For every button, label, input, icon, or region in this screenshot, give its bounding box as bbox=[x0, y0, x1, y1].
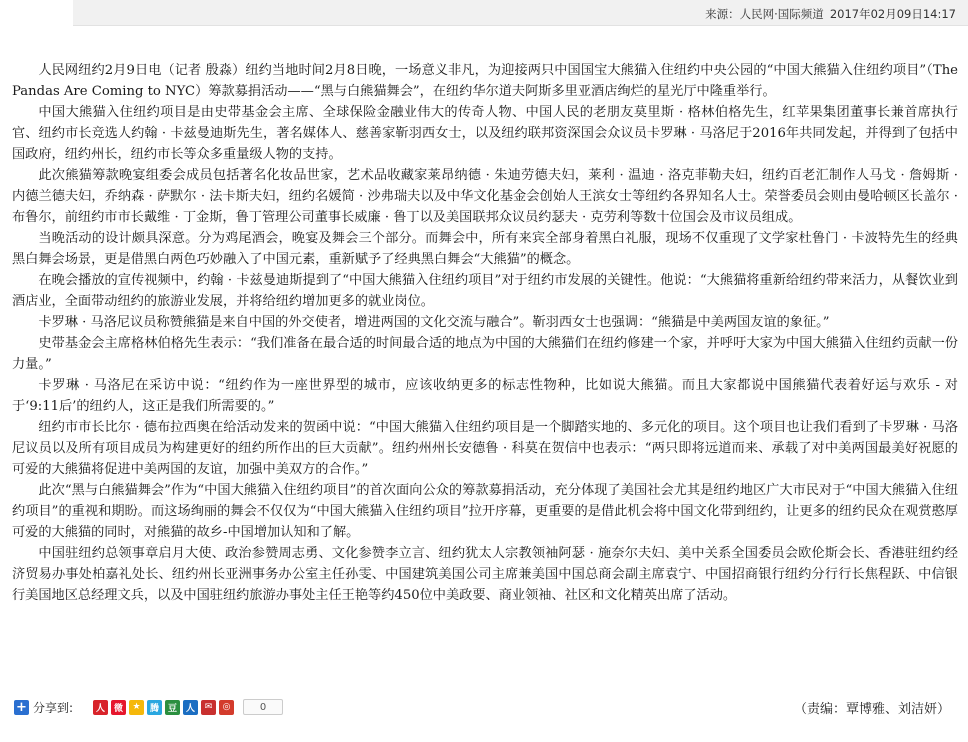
weibo-icon[interactable]: 微 bbox=[111, 700, 126, 715]
source-line bbox=[705, 6, 956, 22]
source-name[interactable]: 人民网·国际频道 bbox=[739, 7, 824, 21]
douban-icon[interactable]: 豆 bbox=[165, 700, 180, 715]
editor-credit: （责编：覃博雅、刘洁妍） bbox=[793, 702, 950, 717]
publish-datetime: 2017年02月09日14:17 bbox=[829, 7, 956, 21]
source-label: 来源： bbox=[705, 7, 740, 21]
share-bar bbox=[14, 697, 283, 717]
share-count: 0 bbox=[243, 699, 283, 715]
share-label: 分享到: bbox=[33, 700, 74, 715]
paragraph: 史带基金会主席格林伯格先生表示：“我们准备在最合适的时间最合适的地点为中国的大熊猫们在纽约修建一个家，并呼吁大家为中国大熊猫入住纽约贡献一份力量。” bbox=[12, 336, 958, 372]
paragraph: 人民网纽约2月9日电（记者 殷淼）纽约当地时间2月8日晚，一场意义非凡，为迎接两只中国国宝大熊猫入住纽约中央公园的“中国大熊猫入住纽约项目”（The Pandas Are Coming to NYC）筹款募捐活动——“黑与白熊猫舞会”，在纽约华尔道夫阿斯多里亚酒店绚烂的星光厅中隆重举行。 bbox=[12, 63, 958, 99]
people-icon[interactable]: 人 bbox=[183, 700, 198, 715]
paragraph: 此次熊猫筹款晚宴组委会成员包括著名化妆品世家，艺术品收藏家莱昂纳德 · 朱迪劳德夫妇，莱利 · 温迪 · 洛克菲勒夫妇，纽约百老汇制作人马戈 · 詹姆斯 · 内德兰德夫妇，乔纳森 · 萨默尔 · 法卡斯夫妇，纽约名媛简 · 沙弗瑞夫以及中华文化基金会创始人王滨女士等纽约各界知名人士。荣誉委员会则由曼哈顿区长盖尔 · 布鲁尔，前纽约市市长戴维 · 丁金斯，鲁丁管理公司董事长威廉 · 鲁丁以及美国联邦众议员约瑟夫 · 克劳利等数十位国会及市议员组成。 bbox=[12, 168, 958, 225]
article-body bbox=[12, 60, 958, 606]
more-icon[interactable]: ◎ bbox=[219, 700, 234, 715]
share-plus-icon[interactable]: + bbox=[14, 700, 29, 715]
paragraph: 中国大熊猫入住纽约项目是由史带基金会主席、全球保险金融业伟大的传奇人物、中国人民的老朋友莫里斯 · 格林伯格先生，红苹果集团董事长兼首席执行官、纽约市长竞选人约翰 · 卡兹曼迪斯先生，著名媒体人、慈善家靳羽西女士，以及纽约联邦资深国会众议员卡罗琳 · 马洛尼于2016年共同发起，并得到了包括中国政府，纽约州长，纽约市长等众多重量级人物的支持。 bbox=[12, 105, 958, 162]
paragraph: 中国驻纽约总领事章启月大使、政治参赞周志勇、文化参赞李立言、纽约犹太人宗教领袖阿瑟 · 施奈尔夫妇、美中关系全国委员会欧伦斯会长、香港驻纽约经济贸易办事处柏嘉礼处长、纽约州长亚洲事务办公室主任孙雯、中国建筑美国公司主席兼美国中国总商会副主席袁宁、中国招商银行纽约分行行长焦程跃、中信银行美国地区总经理文兵，以及中国驻纽约旅游办事处主任王艳等约450位中美政要、商业领袖、社区和文化精英出席了活动。 bbox=[12, 546, 958, 603]
paragraph: 卡罗琳 · 马洛尼在采访中说：“纽约作为一座世界型的城市，应该收纳更多的标志性物种，比如说大熊猫。而且大家都说中国熊猫代表着好运与欢乐 - 对于‘9:11后’的纽约人，这正是我们所需要的。” bbox=[12, 378, 958, 414]
tqq-icon[interactable]: 腾 bbox=[147, 700, 162, 715]
qzone-icon[interactable]: ★ bbox=[129, 700, 144, 715]
share-icons bbox=[93, 700, 237, 715]
paragraph: 纽约市市长比尔 · 德布拉西奥在给活动发来的贺函中说：“中国大熊猫入住纽约项目是一个脚踏实地的、多元化的项目。这个项目也让我们看到了卡罗琳 · 马洛尼议员以及所有项目成员为构建更好的纽约所作出的巨大贡献”。纽约州州长安德鲁 · 科莫在贺信中也表示：“两只即将远道而来、承载了对中美两国最美好祝愿的可爱的大熊猫将促进中美两国的友谊，加强中美双方的合作。” bbox=[12, 420, 958, 477]
renren-icon[interactable]: 人 bbox=[93, 700, 108, 715]
mail-icon[interactable]: ✉ bbox=[201, 700, 216, 715]
paragraph: 在晚会播放的宣传视频中，约翰 · 卡兹曼迪斯提到了“中国大熊猫入住纽约项目”对于纽约市发展的关键性。他说：“大熊猫将重新给纽约带来活力，从餐饮业到酒店业，全面带动纽约的旅游业发展，并将给纽约增加更多的就业岗位。 bbox=[12, 273, 958, 309]
paragraph: 当晚活动的设计颇具深意。分为鸡尾酒会，晚宴及舞会三个部分。而舞会中，所有来宾全部身着黑白礼服，现场不仅重现了文学家杜鲁门 · 卡波特先生的经典黑白舞会场景，更是借黑白两色巧妙融入了中国元素，重新赋予了经典黑白舞会“大熊猫”的概念。 bbox=[12, 231, 958, 267]
paragraph: 此次“黑与白熊猫舞会”作为“中国大熊猫入住纽约项目”的首次面向公众的筹款募捐活动，充分体现了美国社会尤其是纽约地区广大市民对于“中国大熊猫入住纽约项目”的重视和期盼。而这场绚丽的舞会不仅仅为“中国大熊猫入住纽约项目”拉开序幕，更重要的是借此机会将中国文化带到纽约，让更多的纽约民众在观赏憨厚可爱的大熊猫的同时，对熊猫的故乡-中国增加认知和了解。 bbox=[12, 483, 958, 540]
header-bar bbox=[73, 0, 968, 26]
paragraph: 卡罗琳 · 马洛尼议员称赞熊猫是来自中国的外交使者，增进两国的文化交流与融合”。靳羽西女士也强调：“熊猫是中美两国友谊的象征。” bbox=[38, 315, 830, 330]
